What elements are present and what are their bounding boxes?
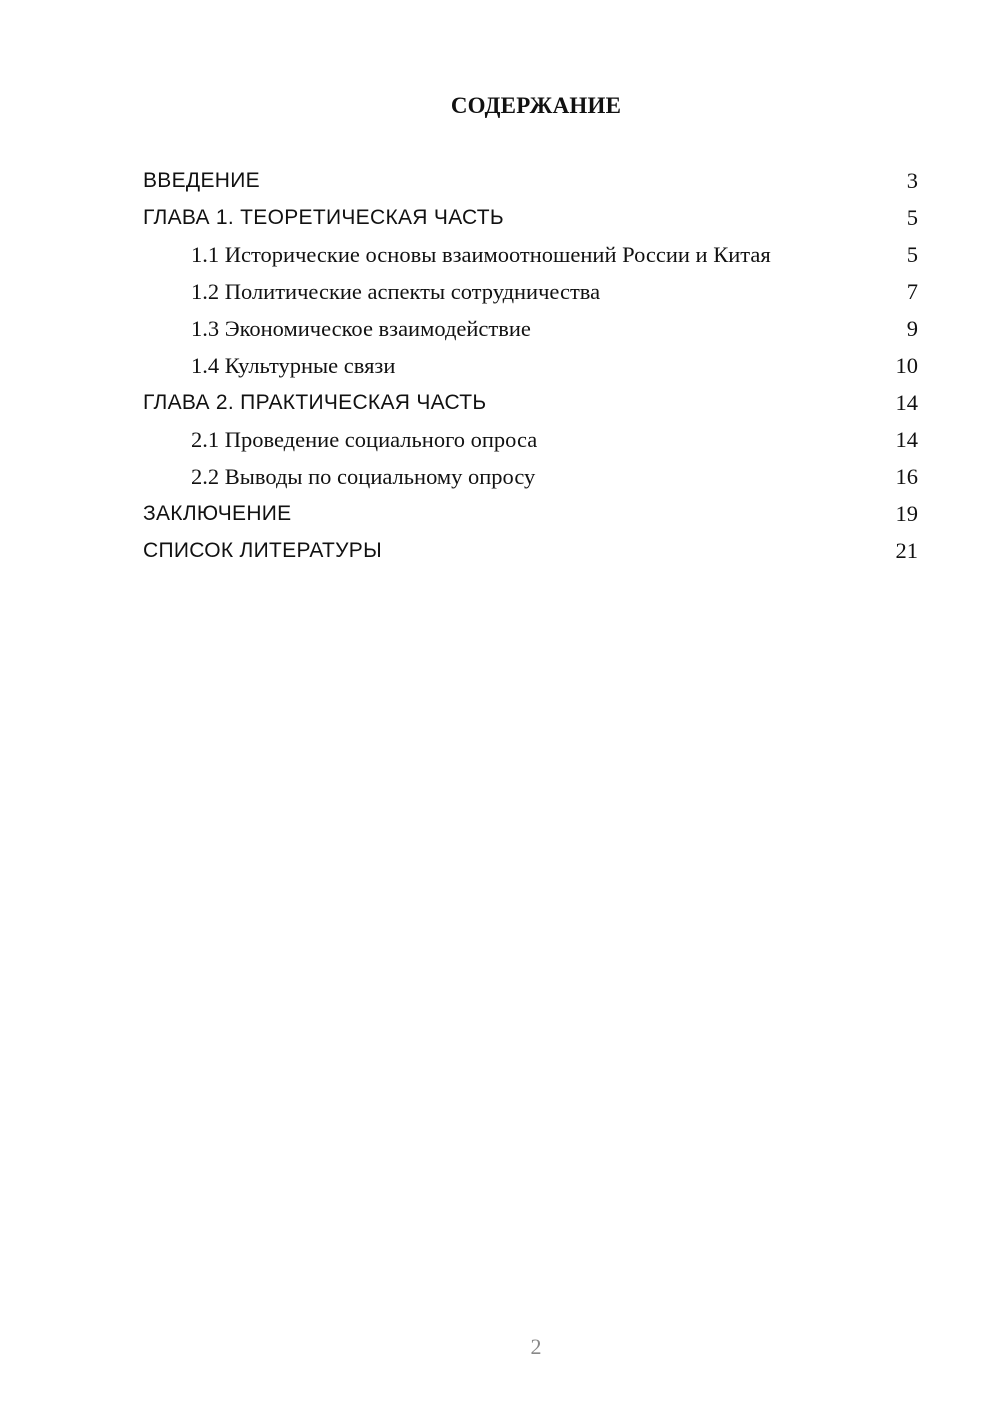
toc-entry-page: 19 [895, 501, 918, 526]
toc-entry-page: 5 [906, 205, 918, 230]
toc-entry-page: 7 [906, 279, 918, 304]
toc-entry-page: 9 [906, 316, 918, 341]
toc-entry-page: 14 [895, 427, 918, 452]
toc-entry-text: 1.4 Культурные связи [191, 353, 396, 378]
page-number: 2 [530, 1334, 542, 1359]
toc-entry-page: 16 [895, 464, 918, 489]
toc-entry-page: 21 [895, 538, 918, 563]
toc-entry-introduction[interactable] [143, 168, 918, 194]
toc-entry-page: 5 [906, 242, 918, 267]
toc-entry-page: 3 [906, 168, 918, 193]
toc-entry-section-1-3[interactable] [143, 316, 918, 342]
toc-entry-page: 10 [895, 353, 918, 378]
toc-entry-section-1-1[interactable] [143, 242, 918, 268]
toc-entry-text: 1.3 Экономическое взаимодействие [191, 316, 531, 341]
toc-entry-page: 14 [895, 390, 918, 415]
toc-entry-text: СПИСОК ЛИТЕРАТУРЫ [143, 539, 383, 562]
toc-entry-chapter-2[interactable] [143, 390, 918, 416]
toc-entry-bibliography[interactable] [143, 538, 918, 564]
toc-entry-text: 1.2 Политические аспекты сотрудничества [191, 279, 601, 304]
toc-entry-text: ВВЕДЕНИЕ [143, 169, 260, 192]
toc-entry-chapter-1[interactable] [143, 205, 918, 231]
toc-entry-section-1-4[interactable] [143, 353, 918, 379]
toc-entry-text: ГЛАВА 2. ПРАКТИЧЕСКАЯ ЧАСТЬ [143, 391, 487, 414]
toc-entry-text: ГЛАВА 1. ТЕОРЕТИЧЕСКАЯ ЧАСТЬ [143, 206, 505, 229]
toc-title: СОДЕРЖАНИЕ [450, 93, 622, 118]
toc-entry-text: 2.2 Выводы по социальному опросу [191, 464, 536, 489]
toc-entry-text: 2.1 Проведение социального опроса [191, 427, 538, 452]
toc-entry-text: ЗАКЛЮЧЕНИЕ [143, 502, 292, 525]
toc-entry-conclusion[interactable] [143, 501, 918, 527]
toc-entry-section-2-1[interactable] [143, 427, 918, 453]
table-of-contents [143, 168, 918, 575]
toc-entry-text: 1.1 Исторические основы взаимоотношений России и Китая [191, 242, 771, 267]
toc-entry-section-1-2[interactable] [143, 279, 918, 305]
toc-entry-section-2-2[interactable] [143, 464, 918, 490]
